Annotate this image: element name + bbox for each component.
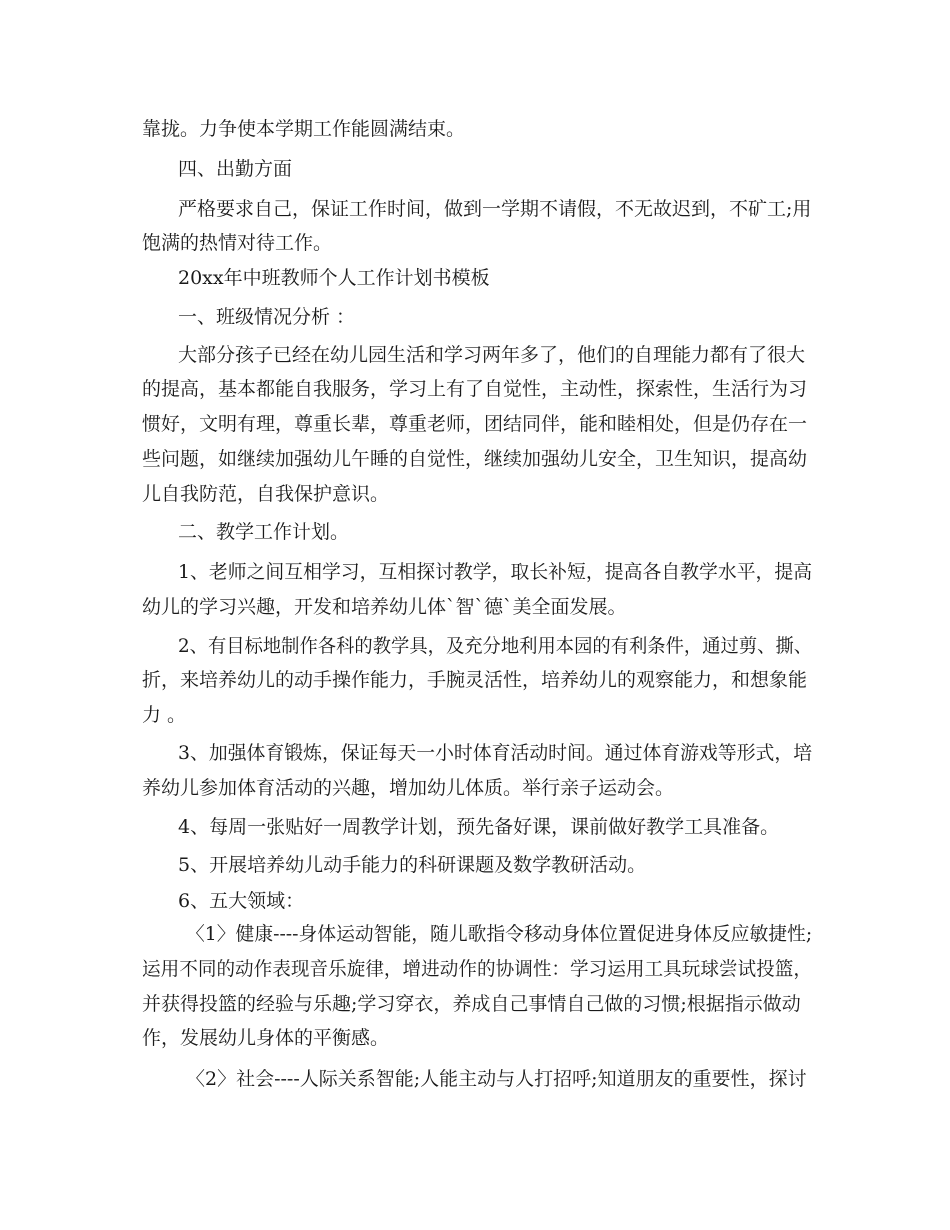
text-line: 力 。 bbox=[142, 704, 187, 726]
text-line: 折，来培养幼儿的动手操作能力，手腕灵活性，培养幼儿的观察能力，和想象能 bbox=[142, 669, 808, 691]
section-heading: 6、五大领域： bbox=[178, 890, 305, 912]
text-line: 〈1〉健康----身体运动智能，随儿歌指令移动身体位置促进身体反应敏捷性; bbox=[186, 923, 813, 945]
text-line: 4、每周一张贴好一周教学计划，预先备好课，课前做好教学工具准备。 bbox=[178, 816, 780, 838]
text-line: 儿自我防范，自我保护意识。 bbox=[142, 483, 390, 505]
text-line: 〈2〉社会----人际关系智能;人能主动与人打招呼;知道朋友的重要性，探讨 bbox=[186, 1068, 807, 1090]
text-line: 并获得投篮的经验与乐趣;学习穿衣，养成自己事情自己做的习惯;根据指示做动 bbox=[142, 993, 801, 1015]
text-line: 2、有目标地制作各科的教学具，及充分地利用本园的有利条件，通过剪、撕、 bbox=[178, 635, 813, 657]
document-title: 20xx年中班教师个人工作计划书模板 bbox=[178, 267, 490, 289]
text-line: 惯好，文明有理，尊重长辈，尊重老师，团结同伴，能和睦相处，但是仍存在一 bbox=[142, 413, 808, 435]
text-line: 严格要求自己，保证工作时间，做到一学期不请假，不无故迟到，不矿工;用 bbox=[178, 198, 812, 220]
text-line: 靠拢。力争使本学期工作能圆满结束。 bbox=[142, 118, 466, 140]
text-line: 的提高，基本都能自我服务，学习上有了自觉性，主动性，探索性，生活行为习 bbox=[142, 378, 808, 400]
section-heading: 一、班级情况分析 ： bbox=[178, 306, 356, 328]
text-line: 5、开展培养幼儿动手能力的科研课题及数学教研活动。 bbox=[178, 854, 647, 876]
text-line: 幼儿的学习兴趣，开发和培养幼儿体`智`德`美全面发展。 bbox=[142, 596, 627, 618]
section-heading: 四、出勤方面 bbox=[178, 158, 293, 180]
text-line: 养幼儿参加体育活动的兴趣，增加幼儿体质。举行亲子运动会。 bbox=[142, 777, 675, 799]
text-line: 运用不同的动作表现音乐旋律，增进动作的协调性：学习运用工具玩球尝试投篮， bbox=[142, 958, 812, 980]
text-line: 大部分孩子已经在幼儿园生活和学习两年多了，他们的自理能力都有了很大 bbox=[178, 344, 806, 366]
text-line: 作，发展幼儿身体的平衡感。 bbox=[142, 1027, 390, 1049]
text-line: 3、加强体育锻炼，保证每天一小时体育活动时间。通过体育游戏等形式，培 bbox=[178, 742, 813, 764]
text-line: 些问题，如继续加强幼儿午睡的自觉性，继续加强幼儿安全，卫生知识，提高幼 bbox=[142, 448, 808, 470]
text-line: 1、老师之间互相学习，互相探讨教学，取长补短，提高各自教学水平，提高 bbox=[178, 561, 813, 583]
text-line: 饱满的热情对待工作。 bbox=[142, 232, 333, 254]
section-heading: 二、教学工作计划。 bbox=[178, 521, 350, 543]
